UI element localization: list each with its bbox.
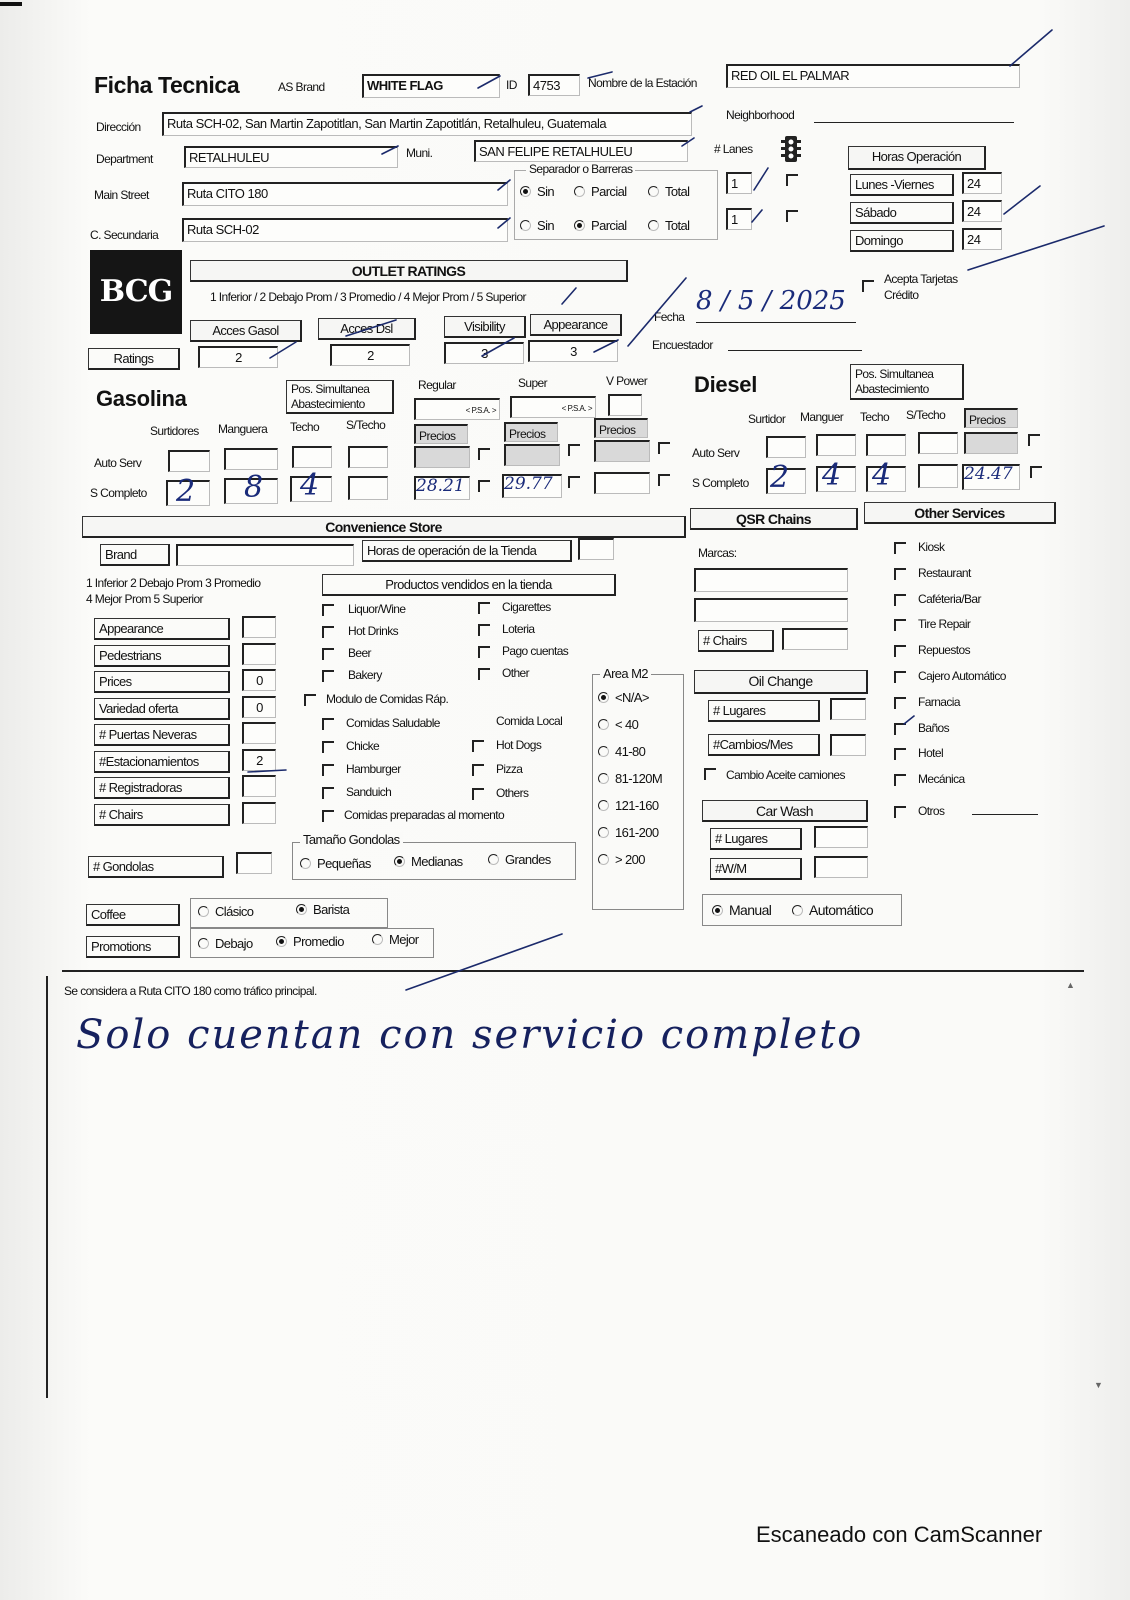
scroll-up-icon[interactable]: ▲ xyxy=(1066,980,1075,990)
diesel-title: Diesel xyxy=(694,372,758,397)
comida-label: Hot Dogs xyxy=(496,738,542,752)
separador-legend: Separador o Barreras xyxy=(526,162,635,176)
main-sin-radio[interactable]: Sin xyxy=(520,184,554,199)
coffee-label: Coffee xyxy=(86,904,180,926)
other-service-label: Restaurant xyxy=(918,565,971,580)
credito-label: Crédito xyxy=(884,288,919,302)
diesel-s-completo-label: S Completo xyxy=(692,476,749,490)
wash-wm-label: #W/M xyxy=(710,858,802,880)
coffee-clasico-radio[interactable]: Clásico xyxy=(198,904,253,919)
productos-header: Productos vendidos en la tienda xyxy=(322,574,616,596)
diesel-header-surtidor: Surtidor xyxy=(748,412,786,426)
producto-label: Hot Drinks xyxy=(348,624,399,638)
hours-sabado-label: Sábado xyxy=(850,202,954,224)
diesel-header-manguer: Manguer xyxy=(800,410,844,424)
oil-lugares-label: # Lugares xyxy=(708,700,820,722)
sec-total-radio[interactable]: Total xyxy=(648,218,689,233)
tamano-grandes-radio[interactable]: Grandes xyxy=(488,852,551,867)
brand-label: AS Brand xyxy=(278,80,325,94)
gas-col-super: Super xyxy=(518,376,548,390)
id-field[interactable]: 4753 xyxy=(528,74,580,96)
gas-header-stecho: S/Techo xyxy=(346,418,386,432)
rating-appearance[interactable]: 3 xyxy=(528,340,618,362)
promotions-label: Promotions xyxy=(86,936,180,958)
lanes-main-field[interactable]: 1 xyxy=(726,172,752,194)
producto-label: Cigarettes xyxy=(502,600,551,614)
area-m2-legend: Area M2 xyxy=(600,666,651,681)
acepta-tarjetas-label: Acepta Tarjetas xyxy=(884,272,958,286)
station-field[interactable]: RED OIL EL PALMAR xyxy=(726,64,1020,88)
gas-completo-techo-value: 4 xyxy=(300,468,320,503)
comida-local-label: Comida Local xyxy=(496,714,563,728)
gas-pos-simultanea: Pos. Simultanea Abastecimiento xyxy=(286,380,394,414)
store-row-field[interactable]: 0 xyxy=(242,669,276,691)
outlet-ratings-header: OUTLET RATINGS xyxy=(190,260,628,282)
diesel-auto-serv-label: Auto Serv xyxy=(692,446,740,460)
area-m2-radio[interactable]: 81-120M xyxy=(598,771,662,786)
wash-manual-radio[interactable]: Manual xyxy=(712,902,771,918)
other-service-label: Caféteria/Bar xyxy=(918,591,981,606)
gas-completo-surtidores-value: 2 xyxy=(176,474,196,509)
producto-label: Other xyxy=(502,666,530,680)
producto-label: Pago cuentas xyxy=(502,644,569,658)
area-m2-radio[interactable]: <N/A> xyxy=(598,690,649,705)
store-row-label: # Registradoras xyxy=(94,777,230,799)
marcas-label: Marcas: xyxy=(698,546,737,560)
store-row-field[interactable]: 0 xyxy=(242,696,276,718)
store-row-label: #Estacionamientos xyxy=(94,751,230,773)
hours-sabado-field[interactable]: 24 xyxy=(962,200,1002,222)
store-row-label: Appearance xyxy=(94,618,230,640)
diesel-completo-surtidor-value: 2 xyxy=(770,460,790,495)
lanes-sec-field[interactable]: 1 xyxy=(726,208,752,230)
gas-completo-manguera-value: 8 xyxy=(244,470,264,505)
sec-sin-radio[interactable]: Sin xyxy=(520,218,554,233)
qsr-chairs-label: # Chairs xyxy=(698,630,774,652)
coffee-barista-radio[interactable]: Barista xyxy=(296,902,349,917)
ratings-row-label: Ratings xyxy=(88,348,180,370)
gondolas-label: # Gondolas xyxy=(88,856,224,878)
comida-label: Chicke xyxy=(346,739,380,753)
preparadas-label: Comidas preparadas al momento xyxy=(344,808,505,822)
hours-domingo-field[interactable]: 24 xyxy=(962,228,1002,250)
appearance-header: Appearance xyxy=(530,314,622,336)
producto-label: Liquor/Wine xyxy=(348,602,406,616)
main-parcial-radio[interactable]: Parcial xyxy=(574,184,627,199)
producto-label: Loteria xyxy=(502,622,535,636)
encuestador-label: Encuestador xyxy=(652,338,713,352)
store-brand-label: Brand xyxy=(100,544,170,566)
cambio-aceite-label: Cambio Aceite camiones xyxy=(726,768,845,782)
direccion-field[interactable]: Ruta SCH-02, San Martin Zapotitlan, San Martin Zapotitlán, Retalhuleu, Guatemala xyxy=(162,112,692,136)
brand-field[interactable]: WHITE FLAG xyxy=(362,74,500,98)
other-service-label: Kiosk xyxy=(918,540,945,554)
secundaria-label: C. Secundaria xyxy=(90,228,159,242)
other-service-label: Repuestos xyxy=(918,643,970,658)
scroll-down-icon[interactable]: ▼ xyxy=(1094,1380,1103,1390)
store-row-field[interactable]: 2 xyxy=(242,749,276,771)
area-m2-radio[interactable]: > 200 xyxy=(598,852,645,867)
gas-col-regular: Regular xyxy=(418,378,456,392)
gas-precios-vpower-header: Precios xyxy=(594,418,648,438)
gas-precios-regular-header: Precios xyxy=(414,424,468,444)
gas-header-surtidores: Surtidores xyxy=(150,424,199,438)
oil-cambios-label: #Cambios/Mes xyxy=(708,734,820,756)
convenience-store-header: Convenience Store xyxy=(82,516,686,538)
diesel-pos-simultanea: Pos. Simultanea Abastecimiento xyxy=(850,364,964,400)
area-m2-radio[interactable]: 161-200 xyxy=(598,825,659,840)
station-label: Nombre de la Estación xyxy=(588,76,697,90)
camscanner-footer: Escaneado con CamScanner xyxy=(756,1522,1043,1547)
other-service-label: Cajero Automático xyxy=(918,669,1006,683)
hours-lunes-label: Lunes -Viernes xyxy=(850,174,954,196)
lanes-label: # Lanes xyxy=(714,142,753,156)
area-m2-radio[interactable]: < 40 xyxy=(598,717,638,732)
diesel-precios-header: Precios xyxy=(964,408,1018,428)
acces-dsl-header: Acces Dsl xyxy=(318,318,416,340)
diesel-header-stecho: S/Techo xyxy=(906,408,946,422)
other-service-label: Hotel xyxy=(918,746,944,761)
comida-label: Sanduich xyxy=(346,785,392,799)
gas-auto-serv-label: Auto Serv xyxy=(94,456,142,470)
fecha-handwritten: 8 / 5 / 2025 xyxy=(696,286,846,316)
other-service-label: Tire Repair xyxy=(918,617,971,632)
oil-change-header: Oil Change xyxy=(694,670,868,694)
producto-label: Beer xyxy=(348,646,371,660)
comida-label: Others xyxy=(496,786,529,800)
rating-acces-dsl[interactable]: 2 xyxy=(330,344,410,366)
gas-price-regular-value: 28.21 xyxy=(416,476,465,496)
gas-header-techo: Techo xyxy=(290,420,320,434)
comida-label: Pizza xyxy=(496,762,523,776)
notes-handwritten: Solo cuentan con servicio completo xyxy=(76,1012,864,1058)
rating-acces-gasol[interactable]: 2 xyxy=(198,346,278,368)
horas-operacion-header: Horas Operación xyxy=(848,146,986,170)
gas-s-completo-label: S Completo xyxy=(90,486,147,500)
visibility-header: Visibility xyxy=(444,316,526,338)
store-row-label: # Puertas Neveras xyxy=(94,724,230,746)
car-wash-header: Car Wash xyxy=(702,800,868,822)
promo-mejor-radio[interactable]: Mejor xyxy=(372,932,419,947)
gas-regular-psa[interactable]: < P.S.A. > xyxy=(414,398,500,420)
other-service-label: Farnacia xyxy=(918,694,960,709)
tamano-medianas-radio[interactable]: Medianas xyxy=(394,854,463,869)
department-field[interactable]: RETALHULEU xyxy=(184,146,398,168)
rating-visibility[interactable]: 3 xyxy=(444,342,524,364)
ratings-scale: 1 Inferior / 2 Debajo Prom / 3 Promedio / 4 Mejor Prom / 5 Superior xyxy=(210,290,526,304)
gas-precios-super-header: Precios xyxy=(504,422,558,442)
producto-label: Bakery xyxy=(348,668,382,682)
diesel-completo-manguer-value: 4 xyxy=(822,458,842,493)
wash-lugares-label: # Lugares xyxy=(710,828,802,850)
comida-label: Hamburger xyxy=(346,762,401,776)
tamano-pequenas-radio[interactable]: Pequeñas xyxy=(300,856,371,871)
qsr-chains-header: QSR Chains xyxy=(690,508,858,530)
area-m2-radio[interactable]: 41-80 xyxy=(598,744,645,759)
store-row-label: # Chairs xyxy=(94,804,230,826)
other-service-label: Mecánica xyxy=(918,772,965,787)
notes-typed: Se considera a Ruta CITO 180 como tráfico principal. xyxy=(64,984,317,998)
sec-parcial-radio[interactable]: Parcial xyxy=(574,218,627,233)
main-street-field[interactable]: Ruta CITO 180 xyxy=(182,182,508,206)
tamano-gondolas-legend: Tamaño Gondolas xyxy=(300,832,403,847)
wash-automatico-radio[interactable]: Automático xyxy=(792,902,873,918)
diesel-price-value: 24.47 xyxy=(964,464,1013,484)
store-row-label: Pedestrians xyxy=(94,645,230,667)
form-title: Ficha Tecnica xyxy=(94,72,240,98)
muni-field[interactable]: SAN FELIPE RETALHULEU xyxy=(474,140,688,162)
store-scale-1: 1 Inferior 2 Debajo Prom 3 Promedio xyxy=(86,576,261,590)
fecha-label: Fecha xyxy=(654,310,685,324)
acces-gasol-header: Acces Gasol xyxy=(190,320,302,342)
main-street-label: Main Street xyxy=(94,188,149,202)
diesel-header-techo: Techo xyxy=(860,410,890,424)
other-service-label: Baños xyxy=(918,720,950,735)
other-service-label: Otros xyxy=(918,804,945,818)
hours-domingo-label: Domingo xyxy=(850,230,954,252)
gas-header-manguera: Manguera xyxy=(218,422,268,436)
area-m2-radio[interactable]: 121-160 xyxy=(598,798,659,813)
other-services-header: Other Services xyxy=(864,502,1056,524)
muni-label: Muni. xyxy=(406,146,433,160)
modulo-comidas-label: Modulo de Comidas Ráp. xyxy=(326,692,449,706)
bcg-logo: BCG xyxy=(90,250,182,334)
hours-lunes-field[interactable]: 24 xyxy=(962,172,1002,194)
store-scale-2: 4 Mejor Prom 5 Superior xyxy=(86,592,203,606)
store-row-label: Variedad oferta xyxy=(94,698,230,720)
gas-super-psa[interactable]: < P.S.A. > xyxy=(510,396,596,418)
promo-promedio-radio[interactable]: Promedio xyxy=(276,934,344,949)
promo-debajo-radio[interactable]: Debajo xyxy=(198,936,253,951)
department-label: Department xyxy=(96,152,153,166)
main-total-radio[interactable]: Total xyxy=(648,184,689,199)
secundaria-field[interactable]: Ruta SCH-02 xyxy=(182,218,508,242)
gas-col-vpower: V Power xyxy=(606,374,648,388)
store-row-label: Prices xyxy=(94,671,230,693)
id-label: ID xyxy=(506,78,517,92)
neighborhood-label: Neighborhood xyxy=(726,108,795,122)
diesel-completo-techo-value: 4 xyxy=(872,458,892,493)
direccion-label: Dirección xyxy=(96,120,141,134)
store-hours-label: Horas de operación de la Tienda xyxy=(362,540,572,562)
comida-label: Comidas Saludable xyxy=(346,716,440,730)
gasolina-title: Gasolina xyxy=(96,386,187,411)
gas-price-super-value: 29.77 xyxy=(504,474,553,494)
